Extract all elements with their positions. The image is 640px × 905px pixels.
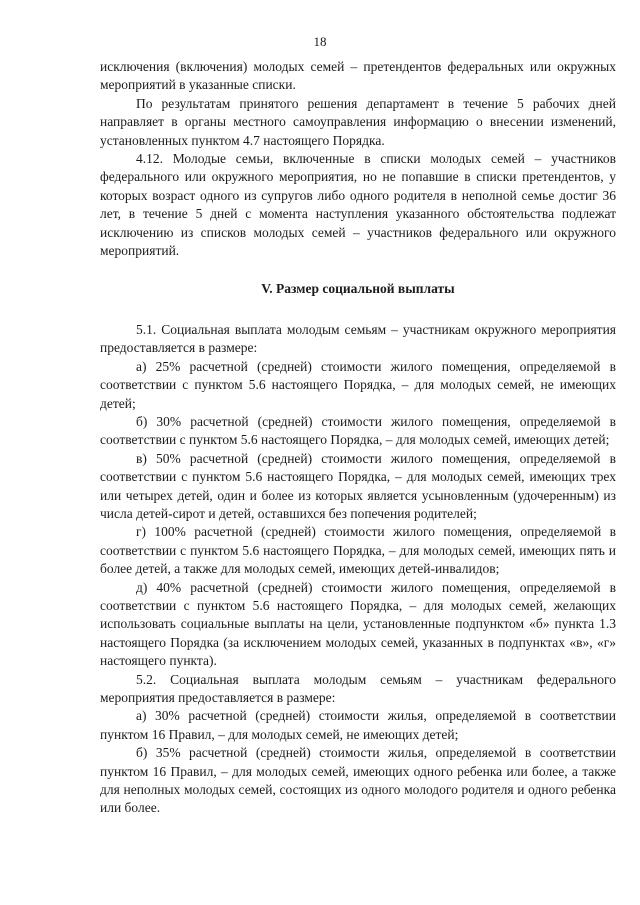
paragraph-5-1-intro: 5.1. Социальная выплата молодым семьям – участникам окружного мероприятия предоставляется в размере: bbox=[100, 321, 616, 356]
document-body bbox=[100, 58, 616, 818]
paragraph-5-2-b: б) 35% расчетной (средней) стоимости жилья, определяемой в соответствии пунктом 16 Правил, – для молодых семей, имеющих одного ребенка или более, а также для неполных молодых семей, состоящих из одного молодого родителя и одного ребенка или более. bbox=[100, 745, 616, 816]
paragraph-5-1-a: а) 25% расчетной (средней) стоимости жилого помещения, определяемой в соответствии с пунктом 5.6 настоящего Порядка, – для молодых семей, не имеющих детей; bbox=[100, 358, 616, 411]
paragraph-5-1-g: г) 100% расчетной (средней) стоимости жилого помещения, определяемой в соответствии с пунктом 5.6 настоящего Порядка, – для молодых семей, имеющих пять и более детей, а также для молодых семей, имеющих детей-инвалидов; bbox=[100, 524, 616, 577]
paragraph-department-notice: По результатам принятого решения департамент в течение 5 рабочих дней направляет в органы местного самоуправления информацию о внесении изменений, установленных пунктом 4.7 настоящего Порядка. bbox=[100, 95, 616, 148]
section-title: V. Размер социальной выплаты bbox=[261, 281, 455, 297]
paragraph-5-1-b: б) 30% расчетной (средней) стоимости жилого помещения, определяемой в соответствии с пунктом 5.6 настоящего Порядка, – для молодых семей, имеющих детей; bbox=[100, 413, 616, 448]
paragraph-5-1-v: в) 50% расчетной (средней) стоимости жилого помещения, определяемой в соответствии с пунктом 5.6 настоящего Порядка, – для молодых семей, имеющих трех или четырех детей, один и более из которых является усыновленным (удочеренным) из числа детей-сирот и детей, оставшихся без попечения родителей; bbox=[100, 450, 616, 521]
paragraph-5-1-d: д) 40% расчетной (средней) стоимости жилого помещения, определяемой в соответствии с пунктом 5.6 настоящего Порядка, – для молодых семей, желающих использовать социальные выплаты на цели, установленные подпунктом «б» пункта 1.3 настоящего Порядка (за исключением молодых семей, указанных в подпунктах «в», «г» настоящего пункта). bbox=[100, 579, 616, 669]
paragraph-continuation: исключения (включения) молодых семей – претендентов федеральных или окружных мероприятий в указанные списки. bbox=[100, 59, 616, 93]
page-number: 18 bbox=[313, 34, 327, 49]
paragraph-5-2-a: а) 30% расчетной (средней) стоимости жилья, определяемой в соответствии пунктом 16 Правил, – для молодых семей, не имеющих детей; bbox=[100, 708, 616, 742]
paragraph-4-12: 4.12. Молодые семьи, включенные в списки молодых семей – участников федерального или окружного мероприятия, но не попавшие в списки претендентов, у которых возраст одного из супругов либо одного родителя в неполной семье достиг 36 лет, в течение 5 дней с момента наступления указанного обстоятельства подлежат исключению из списков молодых семей – участников федерального или окружного мероприятий. bbox=[100, 151, 616, 259]
paragraph-5-2-intro: 5.2. Социальная выплата молодым семьям – участникам федерального мероприятия предоставляется в размере: bbox=[100, 671, 616, 705]
